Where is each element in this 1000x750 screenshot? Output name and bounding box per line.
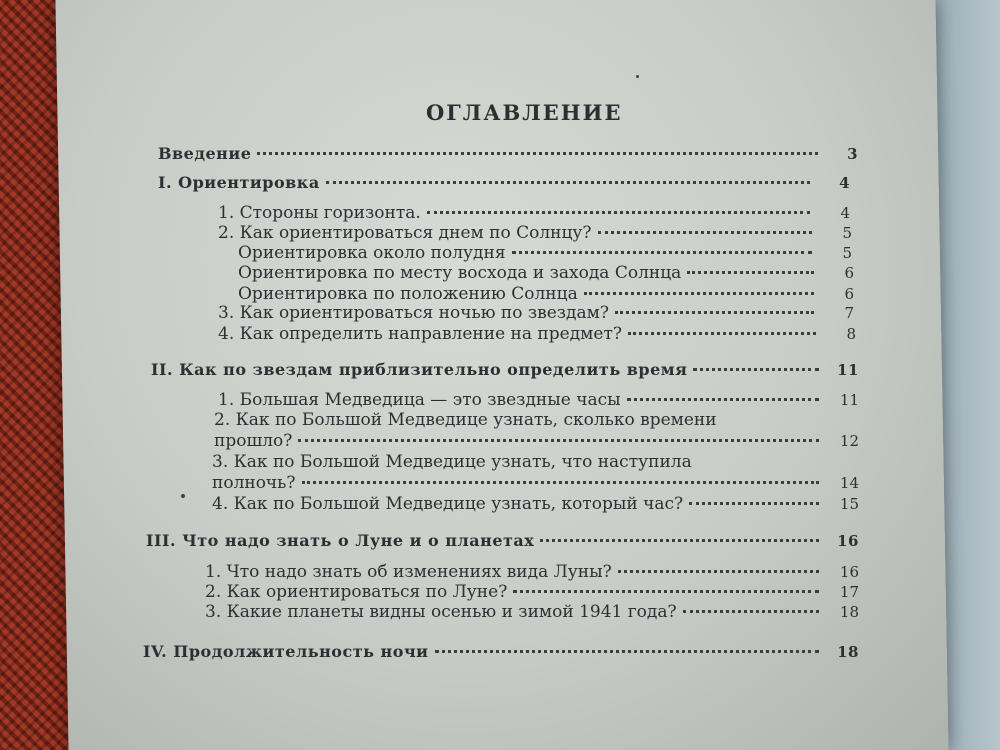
entry-title: 4. Как определить направление на предмет? [218,324,622,344]
leader-dots [598,231,812,234]
entry-page: 15 [839,495,859,513]
entry-title: 3. Как по Большой Медведице узнать, что наступила [212,452,692,472]
entry-title: Введение [158,144,252,163]
entry-page: 3 [847,145,858,163]
entry-page: 18 [839,603,859,621]
entry-title: 3. Как ориентироваться ночью по звездам? [218,303,609,323]
entry-page: 4 [839,174,850,192]
entry-page: 5 [842,224,852,242]
leader-dots [627,398,819,401]
leader-dots [618,570,819,573]
leader-dots [584,292,814,295]
leader-dots [689,502,819,505]
entry-page: 16 [839,563,859,581]
entry-page: 14 [839,474,859,492]
entry-page: 17 [839,583,859,601]
leader-dots [513,590,819,593]
ink-speck [636,75,639,78]
toc-entry [238,243,852,263]
toc-entry [151,360,859,380]
leader-dots [512,251,812,254]
leader-dots [540,539,819,542]
toc-entry [218,303,854,323]
entry-page: 5 [842,244,852,262]
entry-page: 18 [837,643,859,661]
leader-dots [615,311,814,314]
ink-speck [181,494,185,498]
toc-entry [146,531,859,551]
entry-title: 3. Какие планеты видны осенью и зимой 1941 года? [205,602,677,622]
entry-title: II. Как по звездам приблизительно определить время [151,360,688,379]
entry-title: 2. Как по Большой Медведице узнать, сколько времени [214,410,717,430]
entry-page: 12 [839,432,859,450]
leader-dots [298,439,819,442]
toc-entry [218,324,856,344]
leader-dots [687,271,814,274]
leader-dots [257,152,818,155]
entry-title-continued: полночь? [212,473,296,493]
leader-dots [326,181,810,184]
entry-page: 6 [844,264,854,282]
leader-dots [427,211,810,214]
toc-entry [212,473,859,493]
toc-entry [214,431,859,451]
toc-entry [143,642,859,662]
toc-heading: ОГЛАВЛЕНИЕ [426,100,623,125]
toc-entry [205,602,859,622]
entry-page: 8 [846,325,856,343]
entry-title: Ориентировка около полудня [238,243,506,263]
entry-page: 16 [837,532,859,550]
entry-title: 2. Как ориентироваться по Луне? [205,582,508,602]
entry-title: III. Что надо знать о Луне и о планетах [146,531,535,550]
entry-title: Ориентировка по положению Солнца [238,284,578,304]
leader-dots [435,650,819,653]
entry-page: 4 [840,204,850,222]
entry-title: 4. Как по Большой Медведице узнать, который час? [212,494,684,514]
toc-entry [158,144,858,164]
entry-title: IV. Продолжительность ночи [143,642,429,661]
entry-page: 11 [837,361,859,379]
toc-entry [205,582,859,602]
entry-page: 11 [839,391,859,409]
toc-entry [218,203,850,223]
leader-dots [628,332,816,335]
entry-title: 1. Что надо знать об изменениях вида Луны? [205,562,612,582]
toc-entry [212,494,859,514]
entry-title: 1. Стороны горизонта. [218,203,421,223]
leader-dots [683,610,819,613]
leader-dots [693,368,819,371]
entry-page: 6 [844,285,854,303]
entry-title: 1. Большая Медведица — это звездные часы [218,390,621,410]
entry-page: 7 [844,304,854,322]
entry-title: Ориентировка по месту восхода и захода Солнца [238,263,682,283]
entry-title: 2. Как ориентироваться днем по Солнцу? [218,223,592,243]
toc-entry [218,223,852,243]
toc-entry [218,390,859,410]
toc-entry [205,562,859,582]
leader-dots [302,481,819,484]
entry-title-continued: прошло? [214,431,293,451]
entry-title: I. Ориентировка [158,173,320,192]
toc-entry [158,173,850,193]
toc-entry [238,284,854,304]
toc-entry [238,263,854,283]
